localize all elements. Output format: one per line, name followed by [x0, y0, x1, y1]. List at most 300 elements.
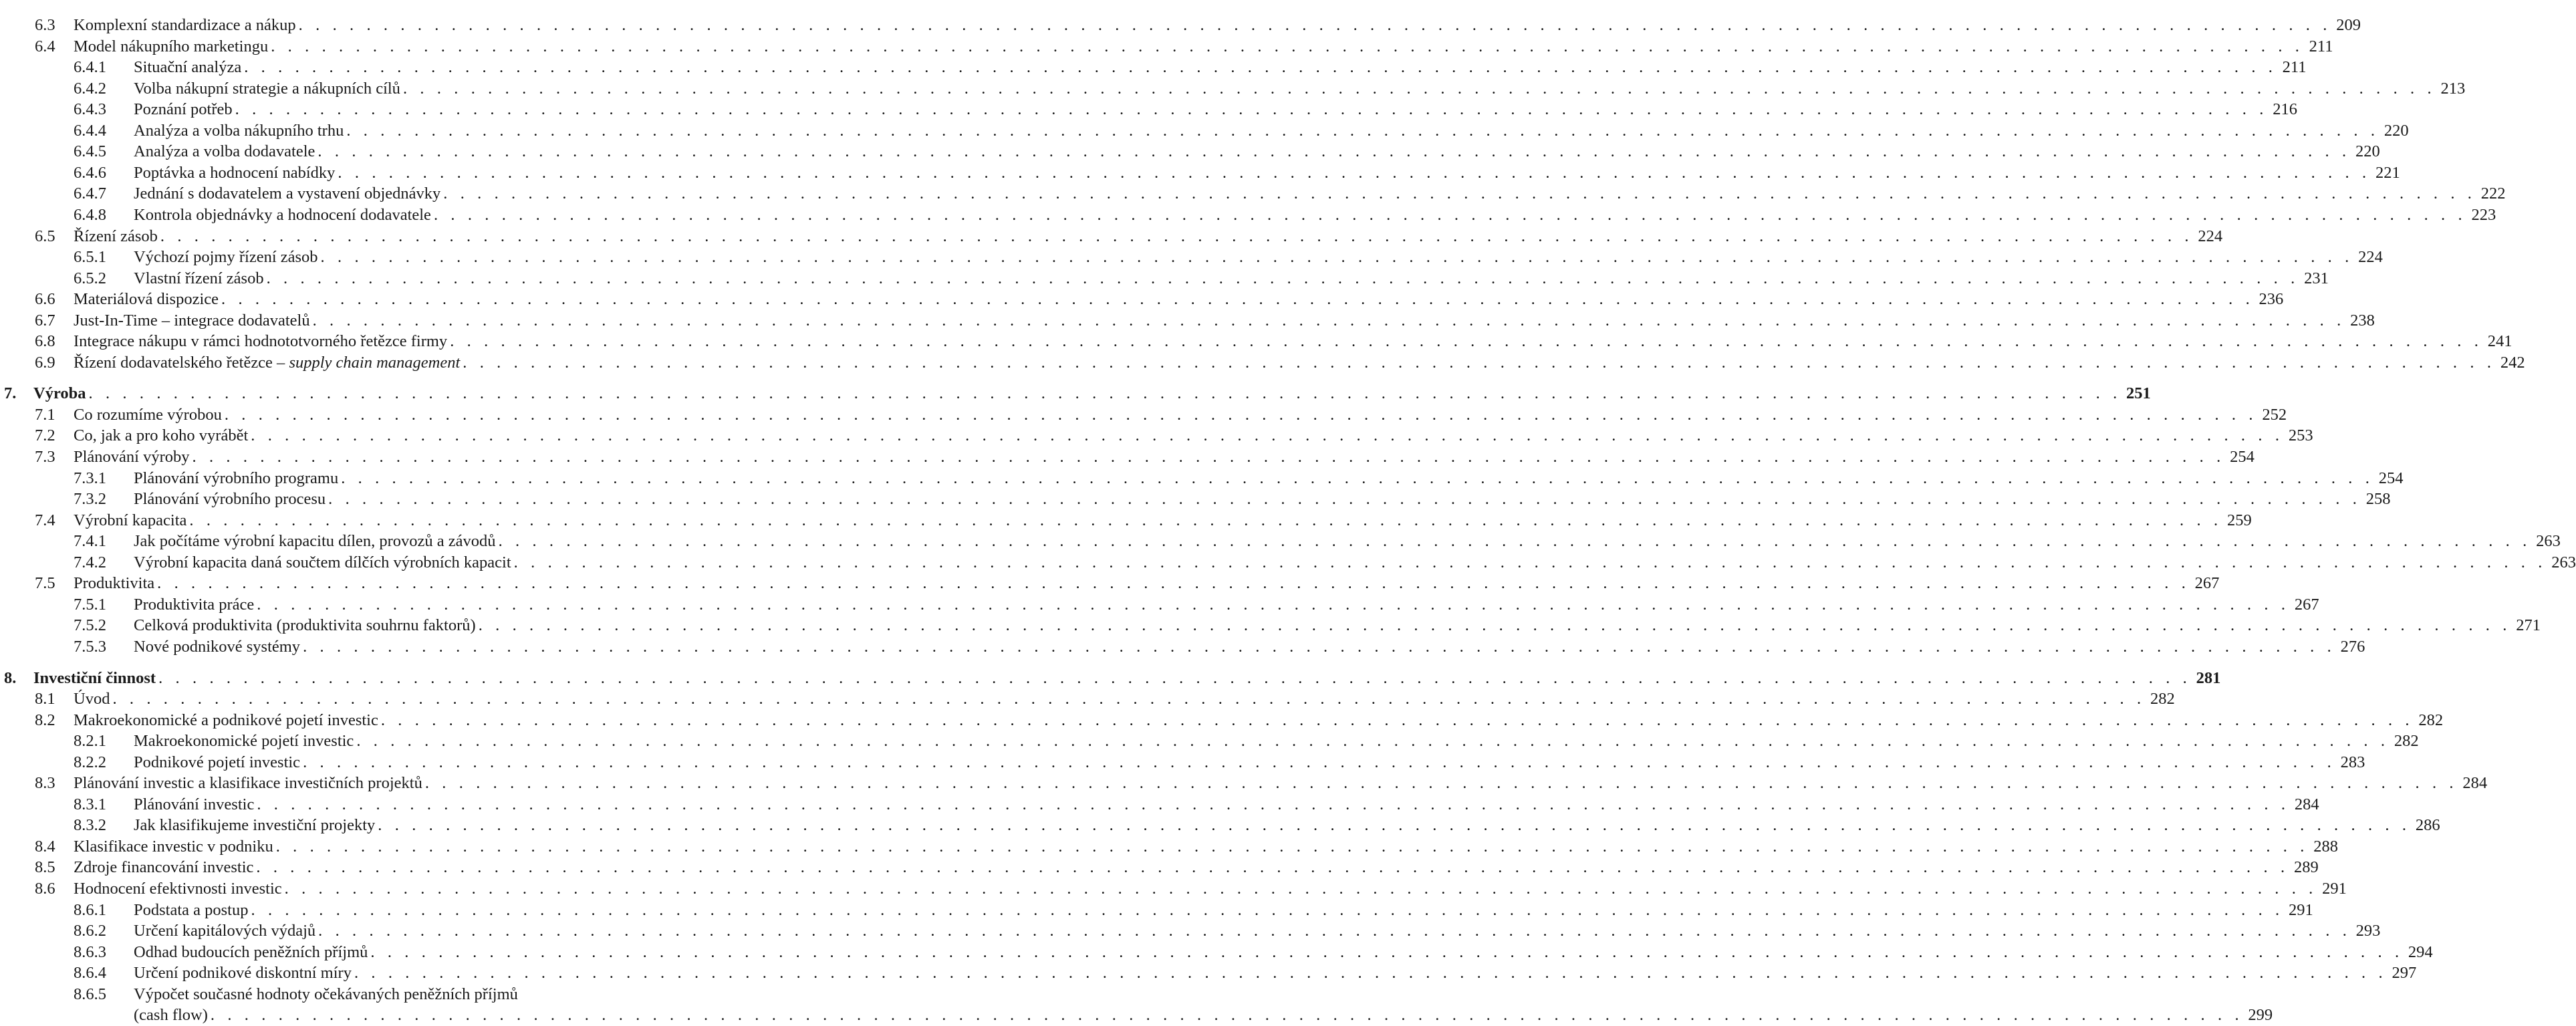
- toc-entry-number: 6.4.6: [74, 163, 106, 182]
- toc-entry-title-text: Plánování výrobního procesu: [134, 490, 326, 509]
- toc-entry-title-italic: supply chain management: [289, 353, 461, 372]
- dot-leader: . . . . . . . . . . . . . . . . . . . . . . . . . . . . . . . . . . . . . . . . . . . . . . . . . . . . . . . . . . . . . . . . . . . . . . . . . . . . . . . . . . . . . . . . . . . . . . . . . . . . . . . . . . . . . . . . . . . . . . . .: [356, 732, 2390, 751]
- toc-entry-title: [134, 120, 346, 141]
- toc-entry-title: [74, 510, 189, 531]
- dot-leader: . . . . . . . . . . . . . . . . . . . . . . . . . . . . . . . . . . . . . . . . . . . . . . . . . . . . . . . . . . . . . . . . . . . . . . . . . . . . . . . . . . . . . . . . . . . . . . . . . . . . . . . . . . . . . . . . . . . . . . . .: [317, 142, 2351, 161]
- dot-leader: . . . . . . . . . . . . . . . . . . . . . . . . . . . . . . . . . . . . . . . . . . . . . . . . . . . . . . . . . . . . . . . . . . . . . . . . . . . . . . . . . . . . . . . . . . . . . . . . . . . . . . . . . . . . . . . . . . . . . . . .: [160, 227, 2194, 245]
- toc-entry[interactable]: [0, 920, 2381, 941]
- dot-leader: . . . . . . . . . . . . . . . . . . . . . . . . . . . . . . . . . . . . . . . . . . . . . . . . . . . . . . . . . . . . . . . . . . . . . . . . . . . . . . . . . . . . . . . . . . . . . . . . . . . . . . . . . . . . . . . . . . . . . . . .: [341, 469, 2374, 487]
- toc-entry-title: [134, 489, 328, 509]
- toc-entry-line: [74, 404, 2287, 425]
- toc-entry-title: [74, 289, 221, 309]
- toc-entry-title-text: Určení podnikové diskontní míry: [134, 964, 352, 983]
- toc-entry[interactable]: [0, 552, 2576, 573]
- toc-entry-page-number: 283: [2340, 753, 2365, 771]
- toc-entry[interactable]: [0, 668, 2221, 688]
- toc-entry[interactable]: [0, 794, 2319, 815]
- toc-entry-number: 6.4.4: [74, 121, 106, 140]
- dot-leader: . . . . . . . . . . . . . . . . . . . . . . . . . . . . . . . . . . . . . . . . . . . . . . . . . . . . . . . . . . . . . . . . . . . . . . . . . . . . . . . . . . . . . . . . . . . . . . . . . . . . . . . . . . . . . . . . . . . . . . . .: [251, 900, 2284, 919]
- toc-entry-title: [33, 668, 158, 688]
- toc-entry[interactable]: [0, 857, 2319, 878]
- toc-entry-title: [134, 984, 521, 1005]
- toc-entry-number: 7.5.3: [74, 637, 106, 656]
- toc-entry-title: [134, 731, 356, 751]
- toc-entry-title: [134, 141, 317, 162]
- dot-leader: . . . . . . . . . . . . . . . . . . . . . . . . . . . . . . . . . . . . . . . . . . . . . . . . . . . . . . . . . . . . . . . . . . . . . . . . . . . . . . . . . . . . . . . . . . . . . . . . . . . . . . . . . . . . . . . . . . . . . . . .: [450, 332, 2483, 351]
- toc-entry[interactable]: [0, 404, 2287, 425]
- toc-entry[interactable]: [0, 57, 2307, 78]
- toc-entry-number: 8.6.5: [74, 985, 106, 1003]
- dot-leader: . . . . . . . . . . . . . . . . . . . . . . . . . . . . . . . . . . . . . . . . . . . . . . . . . . . . . . . . . . . . . . . . . . . . . . . . . . . . . . . . . . . . . . . . . . . . . . . . . . . . . . . . . . . . . . . . . . . . . . . .: [378, 816, 2411, 835]
- dot-leader: . . . . . . . . . . . . . . . . . . . . . . . . . . . . . . . . . . . . . . . . . . . . . . . . . . . . . . . . . . . . . . . . . . . . . . . . . . . . . . . . . . . . . . . . . . . . . . . . . . . . . . . . . . . . . . . . . . . . . . . .: [338, 163, 2371, 182]
- toc-entry[interactable]: [0, 247, 2383, 267]
- toc-entry-title-text: Nové podnikové systémy: [134, 637, 301, 656]
- toc-entry-number: 6.5: [35, 227, 55, 245]
- dot-leader: . . . . . . . . . . . . . . . . . . . . . . . . . . . . . . . . . . . . . . . . . . . . . . . . . . . . . . . . . . . . . . . . . . . . . . . . . . . . . . . . . . . . . . . . . . . . . . . . . . . . . . . . . . . . . . . . . . . . . . . .: [257, 595, 2290, 614]
- toc-entry-title: [134, 615, 479, 636]
- toc-entry[interactable]: [0, 688, 2175, 709]
- toc-entry-title: [74, 36, 271, 57]
- toc-entry-page-number: 221: [2375, 163, 2400, 182]
- toc-entry-title-text: Jak počítáme výrobní kapacitu dílen, provozů a závodů: [134, 532, 496, 551]
- toc-entry-title: [134, 594, 257, 615]
- toc-entry-number: 6.7: [35, 311, 55, 330]
- toc-entry[interactable]: [0, 710, 2444, 731]
- toc-entry-line: [134, 99, 2297, 120]
- toc-entry-page-number: 297: [2392, 964, 2417, 983]
- toc-entry-line: [134, 552, 2576, 573]
- toc-entry-number: 6.5.2: [74, 269, 106, 287]
- toc-entry-page-number: 223: [2471, 205, 2496, 224]
- toc-entry-title: [74, 404, 225, 425]
- toc-entry-title: [134, 552, 514, 573]
- toc-entry-number: 7.4.2: [74, 553, 106, 571]
- toc-entry-title-text: Jednání s dodavatelem a vystavení objednávky: [134, 184, 441, 203]
- dot-leader: . . . . . . . . . . . . . . . . . . . . . . . . . . . . . . . . . . . . . . . . . . . . . . . . . . . . . . . . . . . . . . . . . . . . . . . . . . . . . . . . . . . . . . . . . . . . . . . . . . . . . . . . . . . . . . . . . . . . . . . .: [498, 532, 2531, 551]
- toc-entry-line: [134, 489, 2391, 509]
- toc-entry-title: [134, 920, 318, 941]
- toc-entry-number: 6.6: [35, 290, 55, 309]
- toc-entry-page-number: 286: [2415, 816, 2440, 835]
- toc-entry-title: [74, 352, 463, 373]
- toc-entry-page-number: 258: [2365, 490, 2391, 509]
- toc-entry-page-number: 220: [2384, 121, 2409, 140]
- toc-entry-line: [134, 141, 2380, 162]
- toc-entry-title-text: Integrace nákupu v rámci hodnototvorného řetězce firmy: [74, 332, 448, 351]
- toc-entry-line: [134, 120, 2409, 141]
- toc-entry-page-number: 254: [2378, 469, 2404, 487]
- toc-entry-line: [134, 920, 2381, 941]
- dot-leader: . . . . . . . . . . . . . . . . . . . . . . . . . . . . . . . . . . . . . . . . . . . . . . . . . . . . . . . . . . . . . . . . . . . . . . . . . . . . . . . . . . . . . . . . . . . . . . . . . . . . . . . . . . . . . . . . . . . . . . . .: [244, 58, 2277, 77]
- toc-entry[interactable]: [0, 352, 2525, 373]
- toc-entry-title: [74, 226, 160, 247]
- dot-leader: . . . . . . . . . . . . . . . . . . . . . . . . . . . . . . . . . . . . . . . . . . . . . . . . . . . . . . . . . . . . . . . . . . . . . . . . . . . . . . . . . . . . . . . . . . . . . . . . . . . . . . . . . . . . . . . . . . . . . . . .: [370, 942, 2404, 961]
- toc-entry-title: [74, 857, 256, 878]
- dot-leader: . . . . . . . . . . . . . . . . . . . . . . . . . . . . . . . . . . . . . . . . . . . . . . . . . . . . . . . . . . . . . . . . . . . . . . . . . . . . . . . . . . . . . . . . . . . . . . . . . . . . . . . . . . . . . . . . . . . . . . . .: [157, 574, 2190, 593]
- toc-entry-line: [74, 226, 2223, 247]
- toc-entry-line: [134, 1005, 2273, 1025]
- toc-entry-title-text: Hodnocení efektivnosti investic: [74, 880, 282, 898]
- toc-entry-number: 7.5.1: [74, 595, 106, 614]
- toc-entry-line: [134, 247, 2383, 267]
- toc-entry-number: 8.6.1: [74, 900, 106, 919]
- toc-entry-line: [134, 594, 2319, 615]
- dot-leader: . . . . . . . . . . . . . . . . . . . . . . . . . . . . . . . . . . . . . . . . . . . . . . . . . . . . . . . . . . . . . . . . . . . . . . . . . . . . . . . . . . . . . . . . . . . . . . . . . . . . . . . . . . . . . . . . . . . . . . . .: [303, 753, 2336, 771]
- toc-entry-line: [134, 942, 2433, 963]
- toc-entry-title: [74, 836, 276, 857]
- toc-entry-title: [134, 99, 235, 120]
- toc-entry-line: [134, 963, 2417, 983]
- toc-entry-title: [74, 425, 251, 446]
- toc-entry-page-number: 282: [2394, 732, 2419, 751]
- toc-entry-title-text: Jak klasifikujeme investiční projekty: [134, 816, 376, 835]
- toc-entry-title-text: Celková produktivita (produktivita souhrnu faktorů): [134, 616, 476, 635]
- toc-entry-page-number: 288: [2313, 837, 2338, 856]
- toc-entry-line: [74, 36, 2333, 57]
- toc-entry-title-text: Výchozí pojmy řízení zásob: [134, 248, 318, 267]
- toc-entry-title: [134, 752, 303, 773]
- toc-entry-page-number: 267: [2194, 574, 2220, 593]
- toc-entry-line: [134, 268, 2329, 289]
- toc-entry[interactable]: [0, 226, 2223, 247]
- toc-entry-title-text: Plánování výrobního programu: [134, 469, 339, 487]
- toc-entry-title-text: Úvod: [74, 690, 110, 709]
- toc-entry-number: 8.6.2: [74, 922, 106, 940]
- toc-entry-title: [134, 183, 443, 204]
- toc-entry[interactable]: [0, 836, 2338, 857]
- toc-entry-title: [134, 468, 341, 489]
- toc-entry-line: [74, 510, 2252, 531]
- toc-entry-line: [134, 752, 2365, 773]
- toc-entry-title-text: Řízení zásob: [74, 227, 158, 245]
- toc-entry[interactable]: [0, 878, 2347, 899]
- toc-entry-number: 6.4.8: [74, 205, 106, 224]
- toc-entry-line: [74, 688, 2175, 709]
- toc-entry-line: [134, 636, 2365, 657]
- toc-entry-title-text: Výpočet současné hodnoty očekávaných peněžních příjmů: [134, 985, 518, 1003]
- toc-entry[interactable]: [0, 615, 2541, 636]
- toc-entry-page-number: 213: [2440, 79, 2466, 98]
- toc-entry-number: 6.9: [35, 353, 55, 372]
- dot-leader: . . . . . . . . . . . . . . . . . . . . . . . . . . . . . . . . . . . . . . . . . . . . . . . . . . . . . . . . . . . . . . . . . . . . . . . . . . . . . . . . . . . . . . . . . . . . . . . . . . . . . . . . . . . . . . . . . . . . . . . .: [402, 79, 2436, 98]
- toc-entry-title: [134, 900, 251, 920]
- toc-entry-title: [74, 15, 299, 35]
- toc-entry-page-number: 282: [2418, 711, 2444, 729]
- toc-entry-number: 8.3.1: [74, 795, 106, 813]
- toc-entry-number: 7.4: [35, 511, 55, 529]
- toc-entry-line: [74, 446, 2255, 467]
- toc-entry-title: [74, 310, 313, 331]
- toc-entry[interactable]: [0, 815, 2440, 836]
- toc-entry[interactable]: [0, 900, 2313, 920]
- toc-entry-title: [134, 247, 321, 267]
- toc-entry-title: [134, 636, 303, 657]
- toc-entry-title-text: Poznání potřeb: [134, 100, 233, 119]
- toc-entry[interactable]: [0, 162, 2400, 183]
- toc-entry-title: [134, 794, 257, 815]
- toc-entry-page-number: 236: [2259, 290, 2284, 309]
- toc-entry-number: 8.5: [35, 858, 55, 877]
- dot-leader: . . . . . . . . . . . . . . . . . . . . . . . . . . . . . . . . . . . . . . . . . . . . . . . . . . . . . . . . . . . . . . . . . . . . . . . . . . . . . . . . . . . . . . . . . . . . . . . . . . . . . . . . . . . . . . . . . . . . . . . .: [513, 553, 2547, 571]
- toc-entry-title-text: Klasifikace investic v podniku: [74, 837, 273, 856]
- toc-entry-line: [74, 857, 2319, 878]
- toc-entry-title: [134, 268, 267, 289]
- toc-entry-title-text: Odhad budoucích peněžních příjmů: [134, 942, 368, 961]
- toc-entry-title-text: Analýza a volba nákupního trhu: [134, 121, 344, 140]
- toc-entry[interactable]: [0, 594, 2319, 615]
- toc-entry-number: 6.4: [35, 37, 55, 55]
- toc-entry-page-number: 211: [2282, 58, 2307, 77]
- toc-entry[interactable]: [0, 942, 2433, 963]
- toc-entry-title-text: Makroekonomické pojetí investic: [134, 732, 354, 751]
- toc-entry-title-text: Výrobní kapacita: [74, 511, 187, 529]
- toc-entry-number: 8.6: [35, 880, 55, 898]
- toc-entry[interactable]: [0, 636, 2365, 657]
- dot-leader: . . . . . . . . . . . . . . . . . . . . . . . . . . . . . . . . . . . . . . . . . . . . . . . . . . . . . . . . . . . . . . . . . . . . . . . . . . . . . . . . . . . . . . . . . . . . . . . . . . . . . . . . . . . . . . . . . . . . . . . .: [328, 490, 2361, 509]
- toc-entry[interactable]: [0, 15, 2361, 35]
- dot-leader: . . . . . . . . . . . . . . . . . . . . . . . . . . . . . . . . . . . . . . . . . . . . . . . . . . . . . . . . . . . . . . . . . . . . . . . . . . . . . . . . . . . . . . . . . . . . . . . . . . . . . . . . . . . . . . . . . . . . . . . .: [298, 16, 2331, 34]
- toc-entry-number: 6.8: [35, 332, 55, 351]
- toc-entry-title-text: Materiálová dispozice: [74, 290, 219, 309]
- toc-entry-page-number: 276: [2340, 637, 2365, 656]
- toc-entry-number: 6.4.2: [74, 79, 106, 98]
- dot-leader: . . . . . . . . . . . . . . . . . . . . . . . . . . . . . . . . . . . . . . . . . . . . . . . . . . . . . . . . . . . . . . . . . . . . . . . . . . . . . . . . . . . . . . . . . . . . . . . . . . . . . . . . . . . . . . . . . . . . . . . .: [320, 248, 2353, 267]
- dot-leader: . . . . . . . . . . . . . . . . . . . . . . . . . . . . . . . . . . . . . . . . . . . . . . . . . . . . . . . . . . . . . . . . . . . . . . . . . . . . . . . . . . . . . . . . . . . . . . . . . . . . . . . . . . . . . . . . . . . . . . . .: [443, 184, 2476, 203]
- toc-entry-page-number: 222: [2480, 184, 2506, 203]
- toc-entry-page-number: 242: [2500, 353, 2525, 372]
- toc-entry-line: [33, 668, 2221, 688]
- toc-entry-number: 8.1: [35, 690, 55, 709]
- toc-entry-page-number: 259: [2226, 511, 2252, 529]
- toc-entry[interactable]: [0, 310, 2375, 331]
- toc-entry-page-number: 253: [2288, 426, 2313, 445]
- toc-entry-line: [74, 289, 2284, 309]
- toc-entry-title-text: Vlastní řízení zásob: [134, 269, 264, 287]
- toc-entry-page-number: 291: [2289, 900, 2313, 919]
- toc-entry-title-text: Určení kapitálových výdajů: [134, 922, 316, 940]
- dot-leader: . . . . . . . . . . . . . . . . . . . . . . . . . . . . . . . . . . . . . . . . . . . . . . . . . . . . . . . . . . . . . . . . . . . . . . . . . . . . . . . . . . . . . . . . . . . . . . . . . . . . . . . . . . . . . . . . . . . . . . . .: [88, 384, 2121, 403]
- toc-entry-number: 7.3.2: [74, 490, 106, 509]
- toc-entry-line: [134, 531, 2561, 551]
- toc-entry-line: [74, 773, 2488, 793]
- toc-entry-title: [33, 383, 89, 404]
- toc-entry-line: [74, 878, 2347, 899]
- toc-entry-title-text: Podstata a postup: [134, 900, 249, 919]
- toc-entry-title-text: Poptávka a hodnocení nabídky: [134, 163, 336, 182]
- toc-entry[interactable]: [0, 141, 2380, 162]
- toc-entry-line: [74, 352, 2525, 373]
- toc-entry-page-number: 291: [2322, 880, 2347, 898]
- toc-entry[interactable]: [0, 984, 642, 1005]
- toc-entry-title: [134, 963, 354, 983]
- toc-entry-number: 6.3: [35, 16, 55, 34]
- toc-entry-number: 7.3.1: [74, 469, 106, 487]
- toc-entry-line: [134, 78, 2466, 99]
- toc-entry-line: [134, 162, 2400, 183]
- toc-entry-page-number: 282: [2150, 690, 2175, 709]
- toc-entry-line: [134, 900, 2313, 920]
- toc-entry[interactable]: [0, 120, 2409, 141]
- toc-entry-number: 6.5.1: [74, 248, 106, 267]
- toc-entry-line: [74, 15, 2361, 35]
- toc-entry[interactable]: [0, 510, 2252, 531]
- toc-entry-title: [134, 78, 403, 99]
- toc-entry-line: [134, 984, 642, 1005]
- toc-entry-title-text: Výroba: [33, 384, 86, 403]
- toc-entry-title-text: Situační analýza: [134, 58, 242, 77]
- toc-entry-page-number: 254: [2230, 448, 2255, 466]
- toc-entry-page-number: 252: [2262, 405, 2287, 424]
- toc-entry[interactable]: [0, 752, 2365, 773]
- toc-entry-line: [134, 615, 2541, 636]
- toc-entry-title-text: Produktivita: [74, 574, 155, 593]
- toc-entry-title: [74, 710, 381, 731]
- toc-entry-number: 8.: [4, 668, 17, 687]
- toc-entry-number: 7.3: [35, 448, 55, 466]
- dot-leader: . . . . . . . . . . . . . . . . . . . . . . . . . . . . . . . . . . . . . . . . . . . . . . . . . . . . . . . . . . . . . . . . . . . . . . . . . . . . . . . . . . . . . . . . . . . . . . . . . . . . . . . . . . . . . . . . . . . . . . . .: [312, 311, 2345, 330]
- toc-entry-line: [74, 573, 2220, 594]
- toc-entry-title-text: Investiční činnost: [33, 668, 156, 687]
- dot-leader: . . . . . . . . . . . . . . . . . . . . . . . . . . . . . . . . . . . . . . . . . . . . . . . . . . . . . . . . . . . . . . . . . . . . . . . . . . . . . . . . . . . . . . . . . . . . . . . . . . . . . . . . . . . . . . . . . . . . . . . .: [256, 858, 2289, 877]
- dot-leader: . . . . . . . . . . . . . . . . . . . . . . . . . . . . . . . . . . . . . . . . . . . . . . . . . . . . . . . . . . . . . . . . . . . . . . . . . . . . . . . . . . . . . . . . . . . . . . . . . . . . . . . . . . . . . . . . . . . . . . . .: [478, 616, 2511, 635]
- dot-leader: . . . . . . . . . . . . . . . . . . . . . . . . . . . . . . . . . . . . . . . . . . . . . . . . . . . . . . . . . . . . . . . . . . . . . . . . . . . . . . . . . . . . . . . . . . . . . . . . . . . . . . . . . . . . . . . . . . . . . . . .: [266, 269, 2299, 287]
- toc-entry-title-text: Podnikové pojetí investic: [134, 753, 301, 771]
- toc-entry-title: [134, 1005, 211, 1025]
- toc-entry[interactable]: [0, 183, 2506, 204]
- toc-entry-line: [134, 468, 2404, 489]
- toc-entry[interactable]: [0, 446, 2255, 467]
- dot-leader: . . . . . . . . . . . . . . . . . . . . . . . . . . . . . . . . . . . . . . . . . . . . . . . . . . . . . . . . . . . . . . . . . . . . . . . . . . . . . . . . . . . . . . . . . . . . . . . . . . . . . . . . . . . . . . . . . . . . . . . .: [346, 121, 2379, 140]
- toc-entry-number: 6.4.3: [74, 100, 106, 119]
- toc-entry-page-number: 251: [2126, 384, 2151, 403]
- toc-entry-number: 8.4: [35, 837, 55, 856]
- toc-entry-line: [134, 57, 2307, 78]
- toc-entry-title: [134, 57, 244, 78]
- toc-entry[interactable]: [0, 36, 2333, 57]
- toc-entry-number: 7.1: [35, 405, 55, 424]
- toc-entry-title-text: Makroekonomické a podnikové pojetí investic: [74, 711, 378, 729]
- dot-leader: . . . . . . . . . . . . . . . . . . . . . . . . . . . . . . . . . . . . . . . . . . . . . . . . . . . . . . . . . . . . . . . . . . . . . . . . . . . . . . . . . . . . . . . . . . . . . . . . . . . . . . . . . . . . . . . . . . . . . . . .: [303, 637, 2336, 656]
- toc-entry-page-number: 224: [2358, 248, 2383, 267]
- toc-entry-number: 7.2: [35, 426, 55, 445]
- dot-leader: . . . . . . . . . . . . . . . . . . . . . . . . . . . . . . . . . . . . . . . . . . . . . . . . . . . . . . . . . . . . . . . . . . . . . . . . . . . . . . . . . . . . . . . . . . . . . . . . . . . . . . . . . . . . . . . . . . . . . . . .: [189, 511, 2222, 529]
- toc-entry-line: [74, 710, 2444, 731]
- toc-entry-page-number: 284: [2294, 795, 2319, 813]
- toc-entry-title-text: Zdroje financování investic: [74, 858, 254, 877]
- toc-entry-page-number: 231: [2304, 269, 2329, 287]
- toc-entry-page-number: 284: [2462, 774, 2488, 793]
- toc-entry-title: [74, 573, 157, 594]
- toc-entry[interactable]: [0, 731, 2419, 751]
- toc-entry-title-text: Co rozumíme výrobou: [74, 405, 222, 424]
- toc-entry-page-number: 216: [2273, 100, 2297, 119]
- toc-entry-page-number: 281: [2196, 668, 2221, 687]
- dot-leader: . . . . . . . . . . . . . . . . . . . . . . . . . . . . . . . . . . . . . . . . . . . . . . . . . . . . . . . . . . . . . . . . . . . . . . . . . . . . . . . . . . . . . . . . . . . . . . . . . . . . . . . . . . . . . . . . . . . . . . . .: [284, 880, 2317, 898]
- toc-entry-number: 6.4.5: [74, 142, 106, 161]
- toc-entry-title-text: Kontrola objednávky a hodnocení dodavatele: [134, 205, 431, 224]
- toc-entry-title: [74, 878, 285, 899]
- toc-entry[interactable]: [0, 331, 2513, 352]
- toc-entry[interactable]: [0, 268, 2329, 289]
- toc-entry-title: [74, 446, 192, 467]
- toc-entry-number: 7.5.2: [74, 616, 106, 635]
- toc-entry-number: 8.2.2: [74, 753, 106, 771]
- toc-entry-title-text: Plánování investic a klasifikace investičních projektů: [74, 774, 422, 793]
- toc-entry-number: 7.4.1: [74, 532, 106, 551]
- toc-entry-line: [74, 331, 2513, 352]
- toc-entry-title-text: Model nákupního marketingu: [74, 37, 269, 55]
- toc-entry-page-number: 271: [2516, 616, 2541, 635]
- toc-entry-title: [134, 531, 499, 551]
- toc-entry[interactable]: [0, 531, 2561, 551]
- dot-leader: . . . . . . . . . . . . . . . . . . . . . . . . . . . . . . . . . . . . . . . . . . . . . . . . . . . . . . . . . . . . . . . . . . . . . . . . . . . . . . . . . . . . . . . . . . . . . . . . . . . . . . . . . . . . . . . . . . . . . . . .: [380, 711, 2414, 729]
- toc-entry-page-number: 289: [2293, 858, 2319, 877]
- toc-entry[interactable]: [0, 99, 2297, 120]
- toc-entry-number: 6.4.1: [74, 58, 106, 77]
- toc-entry-page-number: 241: [2487, 332, 2513, 351]
- dot-leader: . . . . . . . . . . . . . . . . . . . . . . . . . . . . . . . . . . . . . . . . . . . . . . . . . . . . . . . . . . . . . . . . . . . . . . . . . . . . . . . . . . . . . . . . . . . . . . . . . . . . . . . . . . . . . . . . . . . . . . . .: [112, 690, 2146, 709]
- toc-entry-page-number: 211: [2309, 37, 2333, 55]
- toc-entry-title: [74, 331, 450, 352]
- toc-entry-page-number: 267: [2294, 595, 2319, 614]
- dot-leader: . . . . . . . . . . . . . . . . . . . . . . . . . . . . . . . . . . . . . . . . . . . . . . . . . . . . . . . . . . . . . . . . . . . . . . . . . . . . . . . . . . . . . . . . . . . . . . . . . . . . . . . . . . . . . . . . . . . . . . . .: [221, 290, 2255, 309]
- toc-entry-number: 8.6.3: [74, 942, 106, 961]
- dot-leader: . . . . . . . . . . . . . . . . . . . . . . . . . . . . . . . . . . . . . . . . . . . . . . . . . . . . . . . . . . . . . . . . . . . . . . . . . . . . . . . . . . . . . . . . . . . . . . . . . . . . . . . . . . . . . . . . . . . . . . . .: [271, 37, 2304, 55]
- toc-entry[interactable]: [0, 489, 2391, 509]
- toc-entry[interactable]: [0, 78, 2466, 99]
- toc-entry[interactable]: [0, 289, 2284, 309]
- toc-entry-page-number: 224: [2198, 227, 2223, 245]
- toc-entry-number: 8.2: [35, 711, 55, 729]
- toc-entry-page-number: 293: [2355, 922, 2381, 940]
- dot-leader: . . . . . . . . . . . . . . . . . . . . . . . . . . . . . . . . . . . . . . . . . . . . . . . . . . . . . . . . . . . . . . . . . . . . . . . . . . . . . . . . . . . . . . . . . . . . . . . . . . . . . . . . . . . . . . . . . . . . . . . .: [192, 448, 2225, 466]
- toc-entry-title-text: (cash flow): [134, 1006, 208, 1025]
- toc-entry[interactable]: [0, 383, 2151, 404]
- toc-entry[interactable]: [0, 1005, 2273, 1025]
- toc-entry-number: 6.4.7: [74, 184, 106, 203]
- toc-entry[interactable]: [0, 468, 2404, 489]
- dot-leader: . . . . . . . . . . . . . . . . . . . . . . . . . . . . . . . . . . . . . . . . . . . . . . . . . . . . . . . . . . . . . . . . . . . . . . . . . . . . . . . . . . . . . . . . . . . . . . . . . . . . . . . . . . . . . . . . . . . . . . . .: [251, 426, 2284, 445]
- dot-leader: . . . . . . . . . . . . . . . . . . . . . . . . . . . . . . . . . . . . . . . . . . . . . . . . . . . . . . . . . . . . . . . . . . . . . . . . . . . . . . . . . . . . . . . . . . . . . . . . . . . . . . . . . . . . . . . . . . . . . . . .: [224, 405, 2258, 424]
- toc-entry-line: [134, 205, 2496, 225]
- toc-entry-line: [134, 731, 2419, 751]
- dot-leader: . . . . . . . . . . . . . . . . . . . . . . . . . . . . . . . . . . . . . . . . . . . . . . . . . . . . . . . . . . . . . . . . . . . . . . . . . . . . . . . . . . . . . . . . . . . . . . . . . . . . . . . . . . . . . . . . . . . . . . . .: [463, 353, 2496, 372]
- toc-entry-title-text: Komplexní standardizace a nákup: [74, 16, 296, 34]
- dot-leader: . . . . . . . . . . . . . . . . . . . . . . . . . . . . . . . . . . . . . . . . . . . . . . . . . . . . . . . . . . . . . . . . . . . . . . . . . . . . . . . . . . . . . . . . . . . . . . . . . . . . . . . . . . . . . . . . . . . . . . . .: [275, 837, 2309, 856]
- dot-leader: . . . . . . . . . . . . . . . . . . . . . . . . . . . . . . . . . . . . . . . . . . . . . . . . . . . . . . . . . . . . . . . . . . . . . . . . . . . . . . . . . . . . . . . . . . . . . . . . . . . . . . . . . . . . . . . . . . . . . . . .: [424, 774, 2458, 793]
- toc-entry[interactable]: [0, 425, 2313, 446]
- toc-entry-title-text: Just-In-Time – integrace dodavatelů: [74, 311, 310, 330]
- dot-leader: . . . . . . . . . . . . . . . . . . . . . . . . . . . . . . . . . . . . . . . . . . . . . . . . . . . . . . . . . . . . . . . . . . . . . . . . . . . . . . . . . . . . . . . . . . . . . . . . . . . . . . . . . . . . . . . . . . . . . . . .: [210, 1006, 2244, 1025]
- toc-entry-page-number: 209: [2336, 16, 2361, 34]
- toc-entry-page-number: 238: [2350, 311, 2375, 330]
- toc-entry-line: [33, 383, 2151, 404]
- toc-entry[interactable]: [0, 573, 2220, 594]
- toc-entry-title-text: Analýza a volba dodavatele: [134, 142, 315, 161]
- toc-entry[interactable]: [0, 205, 2496, 225]
- toc-entry-title: [134, 815, 378, 836]
- dot-leader: . . . . . . . . . . . . . . . . . . . . . . . . . . . . . . . . . . . . . . . . . . . . . . . . . . . . . . . . . . . . . . . . . . . . . . . . . . . . . . . . . . . . . . . . . . . . . . . . . . . . . . . . . . . . . . . . . . . . . . . .: [235, 100, 2268, 119]
- toc-entry[interactable]: [0, 773, 2488, 793]
- toc-entry-line: [74, 425, 2313, 446]
- toc-entry-title-text: Co, jak a pro koho vyrábět: [74, 426, 249, 445]
- dot-leader: . . . . . . . . . . . . . . . . . . . . . . . . . . . . . . . . . . . . . . . . . . . . . . . . . . . . . . . . . . . . . . . . . . . . . . . . . . . . . . . . . . . . . . . . . . . . . . . . . . . . . . . . . . . . . . . . . . . . . . . .: [354, 964, 2388, 983]
- toc-entry-title-text: Řízení dodavatelského řetězce –: [74, 353, 289, 372]
- toc-entry[interactable]: [0, 963, 2417, 983]
- toc-entry-page-number: 220: [2355, 142, 2380, 161]
- toc-entry-title: [74, 773, 425, 793]
- toc-entry-number: 8.3: [35, 774, 55, 793]
